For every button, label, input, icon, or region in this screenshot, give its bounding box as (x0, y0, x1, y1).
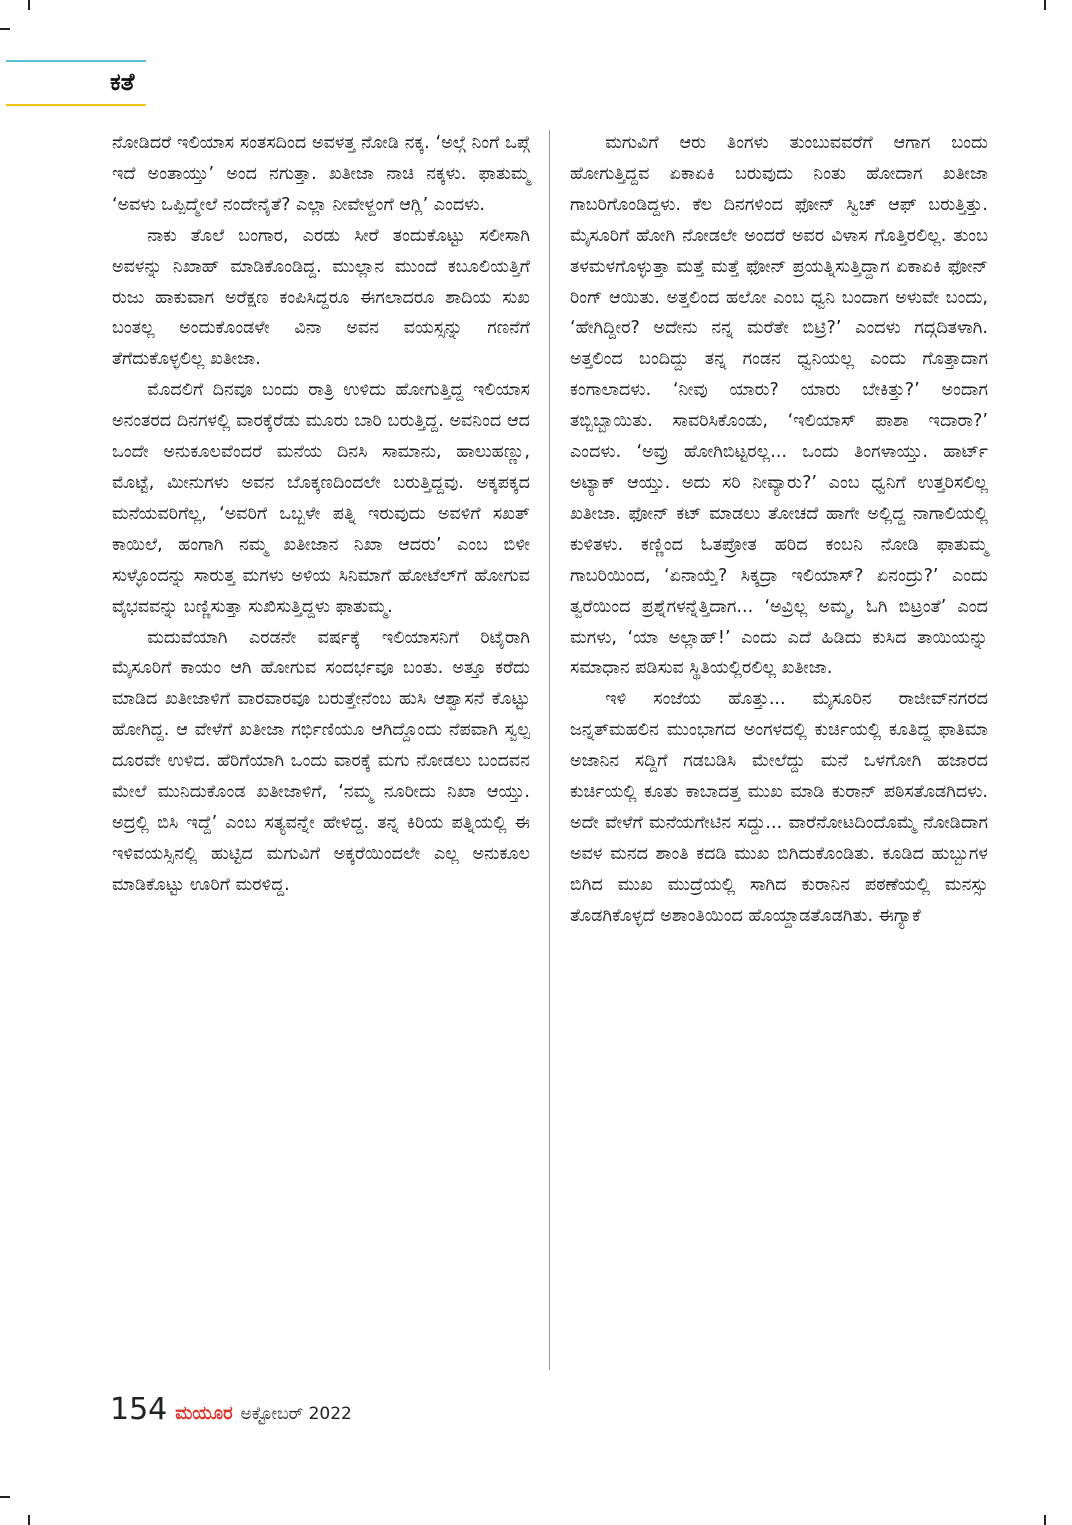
crop-mark (1044, 1515, 1046, 1525)
crop-mark (28, 1515, 30, 1525)
crop-mark (28, 0, 30, 10)
issue-date: ಅಕ್ಟೋಬರ್ 2022 (240, 1404, 352, 1424)
section-title: ಕತೆ (110, 68, 135, 96)
page-number: 154 (110, 1392, 168, 1427)
paragraph: ಮದುವೆಯಾಗಿ ಎರಡನೇ ವರ್ಷಕ್ಕೆ ಇಲಿಯಾಸನಿಗೆ ರಿಟೈರಾಗಿ ಮೈಸೂರಿಗೆ ಕಾಯಂ ಆಗಿ ಹೋಗುವ ಸಂದರ್ಭವೂ ಬಂತು. ಅತ್ತೂ ಕರೆದು ಮಾಡಿದ ಖತೀಜಾಳಿಗೆ ವಾರವಾರವೂ ಬರುತ್ತೇನೆಂಬ ಹುಸಿ ಆಶ್ವಾಸನೆ ಕೊಟ್ಟು ಹೋಗಿದ್ದ. ಆ ವೇಳೆಗೆ ಖತೀಜಾ ಗರ್ಭಿಣಿಯೂ ಆಗಿದ್ದೊಂದು ನೆಪವಾಗಿ ಸ್ವಲ್ಪ ದೂರವೇ ಉಳಿದ. ಹೆರಿಗೆಯಾಗಿ ಒಂದು ವಾರಕ್ಕೆ ಮಗು ನೋಡಲು ಬಂದವನ ಮೇಲೆ ಮುನಿದುಕೊಂಡ ಖತೀಜಾಳಿಗೆ, ‘ನಮ್ಮ ನೂರೀದು ನಿಖಾ ಆಯ್ತು. ಅದ್ರಲ್ಲಿ ಬಿಸಿ ಇದ್ದೆ’ ಎಂಬ ಸತ್ಯವನ್ನೇ ಹೇಳಿದ್ದ. ತನ್ನ ಕಿರಿಯ ಪತ್ನಿಯಲ್ಲಿ ಈ ಇಳಿವಯಸ್ಸಿನಲ್ಲಿ ಹುಟ್ಟಿದ ಮಗುವಿಗೆ ಅಕ್ಕರೆಯಿಂದಲೇ ಎಲ್ಲ ಅನುಕೂಲ ಮಾಡಿಕೊಟ್ಟು ಊರಿಗೆ ಮರಳಿದ್ದ. (112, 627, 530, 895)
page-footer (110, 1392, 352, 1427)
paragraph: ನಾಕು ತೊಲೆ ಬಂಗಾರ, ಎರಡು ಸೀರೆ ತಂದುಕೊಟ್ಟು ಸಲೀಸಾಗಿ ಅವಳನ್ನು ನಿಖಾಹ್ ಮಾಡಿಕೊಂಡಿದ್ದ. ಮುಲ್ಲಾನ ಮುಂದೆ ಕಬೂಲಿಯತ್ತಿಗೆ ರುಜು ಹಾಕುವಾಗ ಅರೆಕ್ಷಣ ಕಂಪಿಸಿದ್ದರೂ ಈಗಲಾದರೂ ಶಾದಿಯ ಸುಖ ಬಂತಲ್ಲ ಅಂದುಕೊಂಡಳೇ ವಿನಾ ಅವನ ವಯಸ್ಸನ್ನು ಗಣನೆಗೆ ತೆಗೆದುಕೊಳ್ಳಲಿಲ್ಲ ಖತೀಜಾ. (112, 225, 530, 370)
crop-mark (0, 28, 10, 30)
paragraph: ಮೊದಲಿಗೆ ದಿನವೂ ಬಂದು ರಾತ್ರಿ ಉಳಿದು ಹೋಗುತ್ತಿದ್ದ ಇಲಿಯಾಸ ಅನಂತರದ ದಿನಗಳಲ್ಲಿ ವಾರಕ್ಕೆರೆಡು ಮೂರು ಬಾರಿ ಬರುತ್ತಿದ್ದ. ಅವನಿಂದ ಆದ ಒಂದೇ ಅನುಕೂಲವೆಂದರೆ ಮನೆಯ ದಿನಸಿ ಸಾಮಾನು, ಹಾಲುಹಣ್ಣು, ಮೊಟ್ಟೆ, ಮೀನುಗಳು ಅವನ ಬೊಕ್ಕಣದಿಂದಲೇ ಬರುತ್ತಿದ್ದವು. ಅಕ್ಕಪಕ್ಕದ ಮನೆಯವರಿಗೆಲ್ಲ, ‘ಅವರಿಗೆ ಒಬ್ಬಳೇ ಪತ್ನಿ ಇರುವುದು ಅವಳಿಗೆ ಸಖತ್ ಕಾಯಿಲೆ, ಹಂಗಾಗಿ ನಮ್ಮ ಖತೀಜಾನ ನಿಖಾ ಆದರು’ ಎಂಬ ಬಿಳೀ ಸುಳ್ಳೊಂದನ್ನು ಸಾರುತ್ತ ಮಗಳು ಅಳಿಯ ಸಿನಿಮಾಗೆ ಹೋಟೆಲ್‌ಗೆ ಹೋಗುವ ವೈಭವವನ್ನು ಬಣ್ಣಿಸುತ್ತಾ ಸುಖಿಸುತ್ತಿದ್ದಳು ಫಾತುಮ್ಮ. (112, 380, 530, 617)
paragraph: ಮಗುವಿಗೆ ಆರು ತಿಂಗಳು ತುಂಬುವವರೆಗೆ ಆಗಾಗ ಬಂದು ಹೋಗುತ್ತಿದ್ದವ ಏಕಾಏಕಿ ಬರುವುದು ನಿಂತು ಹೋದಾಗ ಖತೀಜಾ ಗಾಬರಿಗೊಂಡಿದ್ದಳು. ಕೆಲ ದಿನಗಳಿಂದ ಫೋನ್ ಸ್ವಿಚ್ ಆಫ್ ಬರುತ್ತಿತ್ತು. ಮೈಸೂರಿಗೆ ಹೋಗಿ ನೋಡಲೇ ಅಂದರೆ ಅವರ ವಿಳಾಸ ಗೊತ್ತಿರಲಿಲ್ಲ. ತುಂಬ ತಳಮಳಗೊಳ್ಳುತ್ತಾ ಮತ್ತೆ ಮತ್ತೆ ಫೋನ್ ಪ್ರಯತ್ನಿಸುತ್ತಿದ್ದಾಗ ಏಕಾಏಕಿ ಫೋನ್ ರಿಂಗ್ ಆಯಿತು. ಅತ್ತಲಿಂದ ಹಲೋ ಎಂಬ ಧ್ವನಿ ಬಂದಾಗ ಅಳುವೇ ಬಂದು, ‘ಹೇಗಿದ್ದೀರ? ಅದೇನು ನನ್ನ ಮರೆತೇ ಬಿಟ್ರಿ?’ ಎಂದಳು ಗದ್ಗದಿತಳಾಗಿ. ಅತ್ತಲಿಂದ ಬಂದಿದ್ದು ತನ್ನ ಗಂಡನ ಧ್ವನಿಯಲ್ಲ ಎಂದು ಗೊತ್ತಾದಾಗ ಕಂಗಾಲಾದಳು. ‘ನೀವು ಯಾರು? ಯಾರು ಬೇಕಿತ್ತು?’ ಅಂದಾಗ ತಬ್ಬಿಬ್ಬಾಯಿತು. ಸಾವರಿಸಿಕೊಂಡು, ‘ಇಲಿಯಾಸ್ ಪಾಶಾ ಇದಾರಾ?’ ಎಂದಳು. ‘ಅವ್ರು ಹೋಗಿಬಿಟ್ಟರಲ್ಲ... ಒಂದು ತಿಂಗಳಾಯ್ತು. ಹಾರ್ಟ್ ಅಟ್ಯಾಕ್ ಆಯ್ತು. ಅದು ಸರಿ ನೀವ್ಯಾರು?’ ಎಂಬ ಧ್ವನಿಗೆ ಉತ್ತರಿಸಲಿಲ್ಲ ಖತೀಜಾ. ಫೋನ್ ಕಟ್ ಮಾಡಲು ತೋಚದೆ ಹಾಗೇ ಅಲ್ಲಿದ್ದ ನಾಗಾಲಿಯಲ್ಲಿ ಕುಳಿತಳು. ಕಣ್ಣಿಂದ ಓತಪ್ರೋತ ಹರಿದ ಕಂಬನಿ ನೋಡಿ ಫಾತುಮ್ಮ ಗಾಬರಿಯಿಂದ, ‘ಏನಾಯ್ತೆ? ಸಿಕ್ಕದ್ರಾ ಇಲಿಯಾಸ್? ಏನಂದ್ರು?’ ಎಂದು ತ್ವರೆಯಿಂದ ಪ್ರಶ್ನೆಗಳನ್ನೆತ್ತಿದಾಗ... ‘ಅವ್ರಿಲ್ಲ ಅಮ್ಮ, ಓಗಿ ಬಿಟ್ರಂತೆ’ ಎಂದ ಮಗಳು, ‘ಯಾ ಅಲ್ಲಾಹ್!’ ಎಂದು ಎದೆ ಹಿಡಿದು ಕುಸಿದ ತಾಯಿಯನ್ನು ಸಮಾಧಾನ ಪಡಿಸುವ ಸ್ಥಿತಿಯಲ್ಲಿರಲಿಲ್ಲ ಖತೀಜಾ. (570, 133, 988, 679)
column-left (112, 128, 530, 901)
paragraph: ಇಳಿ ಸಂಜೆಯ ಹೊತ್ತು... ಮೈಸೂರಿನ ರಾಜೀವ್‌ನಗರದ ಜನ್ನತ್‌ಮಹಲಿನ ಮುಂಭಾಗದ ಅಂಗಳದಲ್ಲಿ ಕುರ್ಚಿಯಲ್ಲಿ ಕೂತಿದ್ದ ಫಾತಿಮಾ ಅಜಾನಿನ ಸದ್ದಿಗೆ ಗಡಬಡಿಸಿ ಮೇಲೆದ್ದು ಮನೆ ಒಳಗೋಗಿ ಹಜಾರದ ಕುರ್ಚಿಯಲ್ಲಿ ಕೂತು ಕಾಬಾದತ್ತ ಮುಖ ಮಾಡಿ ಕುರಾನ್ ಪಠಿಸತೊಡಗಿದಳು. ಅದೇ ವೇಳೆಗೆ ಮನೆಯಗೇಟಿನ ಸದ್ದು... ವಾರೆನೋಟದಿಂದೊಮ್ಮೆ ನೋಡಿದಾಗ ಅವಳ ಮನದ ಶಾಂತಿ ಕದಡಿ ಮುಖ ಬಿಗಿದುಕೊಂಡಿತು. ಕೂಡಿದ ಹುಬ್ಬುಗಳ ಬಿಗಿದ ಮುಖ ಮುದ್ರೆಯಲ್ಲಿ ಸಾಗಿದ ಕುರಾನಿನ ಪಠಣೆಯಲ್ಲಿ ಮನಸ್ಸು ತೊಡಗಿಕೊಳ್ಳದೆ ಅಶಾಂತಿಯಿಂದ ಹೊಯ್ದಾಡತೊಡಗಿತು. ಈಗ್ಯಾಕೆ (570, 689, 988, 926)
header-rule-yellow (6, 104, 146, 106)
column-divider (549, 130, 550, 1370)
column-right (570, 128, 988, 932)
crop-mark (1044, 0, 1046, 10)
crop-mark (0, 1496, 10, 1498)
paragraph: ನೋಡಿದರೆ ಇಲಿಯಾಸ ಸಂತಸದಿಂದ ಅವಳತ್ತ ನೋಡಿ ನಕ್ಕ. ‘ಅಲ್ಗೆ ನಿಂಗೆ ಒಪ್ಗೆ ಇದೆ ಅಂತಾಯ್ತು’ ಅಂದ ನಗುತ್ತಾ. ಖತೀಜಾ ನಾಚಿ ನಕ್ಕಳು. ಫಾತುಮ್ಮ ‘ಅವಳು ಒಪ್ಪಿದ್ಮೇಲೆ ನಂದೇನೈತೆ? ಎಲ್ಲಾ ನೀವೇಳ್ದಂಗೆ ಆಗ್ಲಿ’ ಎಂದಳು. (112, 133, 530, 215)
magazine-logo: ಮಯೂರ (175, 1403, 233, 1424)
header-rule-blue (6, 60, 146, 62)
